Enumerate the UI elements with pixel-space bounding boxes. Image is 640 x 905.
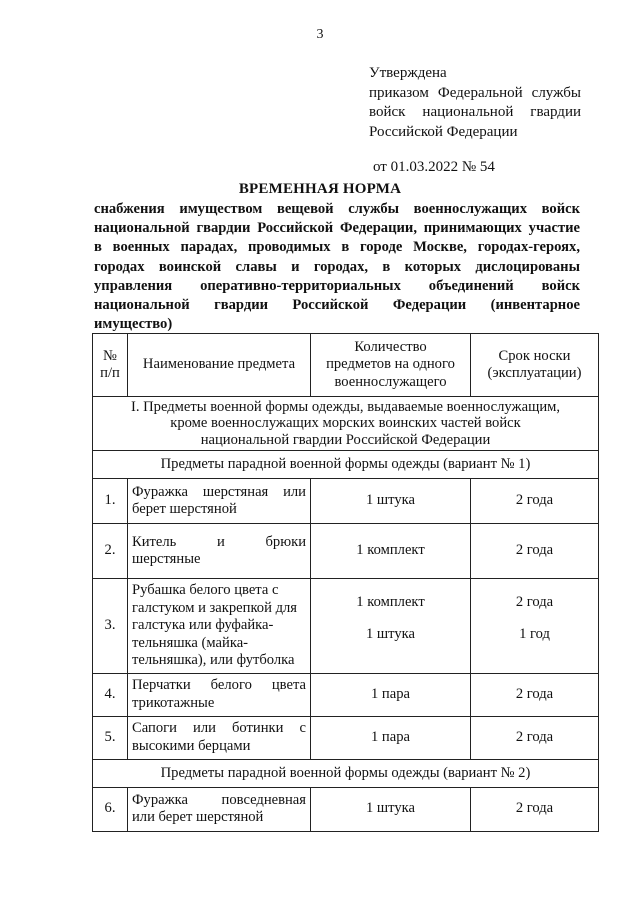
section-title-line: кроме военнослужащих морских воинских частей войск [170,415,521,432]
subheader-row [93,759,599,787]
subheader-variant-2: Предметы парадной военной формы одежды (вариант № 2) [93,759,599,787]
table-row [93,787,599,831]
approval-line-2: приказом Федеральной службы [369,84,581,101]
row-spacer [315,612,466,626]
row-number: 2. [93,524,128,579]
table-header-row [93,334,599,397]
row-term: 2 года [471,716,599,759]
subtitle-line: управления оперативно-территориальных объединений войск [94,277,580,294]
row-term: 2 года [471,479,599,524]
row-item-name [128,524,311,579]
header-quantity-line: Количество [354,338,427,355]
page-number: 3 [316,27,324,42]
header-num [93,334,128,397]
subheader-row [93,451,599,479]
approval-line-4: Российской Федерации [369,123,518,140]
row-item-name-line: Фуражка повседневная [132,791,306,808]
row-quantity-value: 1 комплект [356,594,425,611]
approval-date: от 01.03.2022 № 54 [373,159,495,175]
row-item-name-line: или берет шерстяной [132,809,264,825]
row-item-name-line: Перчатки белого цвета [132,677,306,693]
row-item-name-line: Фуражка шерстяная или [132,483,306,500]
approval-line-3: войск национальной гвардии [369,104,581,120]
row-quantity: 1 штука [311,787,471,831]
row-item-name-line: шерстяные [132,551,201,567]
row-number: 1. [93,479,128,524]
subtitle-line: национальной гвардии Российской Федерации, принимающих участие [94,220,580,237]
header-num-line: № [103,347,117,364]
subtitle-line: городах воинской славы и городах, в которых дислоцированы [94,258,580,275]
norm-table [92,333,599,832]
row-item-name-line: галстуком и закрепкой для [132,599,297,616]
section-title-line: национальной гвардии Российской Федерации [200,431,491,448]
row-item-name-line: высокими берцами [132,737,251,754]
row-spacer [315,643,466,657]
row-term: 2 года [471,524,599,579]
row-item-name [128,716,311,759]
row-item-name-line: галстука или фуфайка- [132,617,274,633]
document-title: ВРЕМЕННАЯ НОРМА [238,181,402,197]
header-term-line: (эксплуатации) [487,365,582,381]
header-quantity-line: военнослужащего [334,373,447,390]
row-quantity [311,579,471,674]
row-item-name-line: тельняшка (майка- [132,634,249,651]
row-item-name-line: Сапоги или ботинки с [132,720,306,736]
row-quantity: 1 пара [311,716,471,759]
row-term: 2 года [471,673,599,716]
document-subtitle [94,200,580,334]
row-item-name-line: берет шерстяной [132,501,237,517]
row-quantity: 1 штука [311,479,471,524]
row-spacer [475,643,594,657]
row-item-name [128,787,311,831]
header-term [471,334,599,397]
row-number: 6. [93,787,128,831]
row-term-value: 2 года [515,594,554,611]
table-row [93,673,599,716]
row-item-name [128,579,311,674]
subtitle-line: имущество) [94,316,173,333]
row-number: 4. [93,673,128,716]
section-title [93,397,599,451]
subheader-variant-1: Предметы парадной военной формы одежды (вариант № 1) [93,451,599,479]
section-title-line: I. Предметы военной формы одежды, выдаваемые военнослужащим, [130,398,561,415]
header-name: Наименование предмета [128,334,311,397]
subtitle-line: национальной гвардии Российской Федерации (инвентарное [94,297,580,314]
row-quantity-value: 1 штука [365,625,415,642]
row-term: 2 года [471,787,599,831]
row-quantity: 1 пара [311,673,471,716]
row-item-name [128,479,311,524]
row-item-name-line: Рубашка белого цвета с [132,582,279,598]
row-term [471,579,599,674]
row-number: 5. [93,716,128,759]
subtitle-line: снабжения имуществом вещевой службы военнослужащих войск [94,201,580,217]
header-num-line: п/п [100,365,120,381]
approval-line-1: Утверждена [369,65,447,81]
row-term-value: 1 год [519,625,550,642]
row-spacer [475,612,594,626]
row-quantity: 1 комплект [311,524,471,579]
row-item-name-line: трикотажные [132,694,215,711]
approval-stamp [369,64,581,178]
header-quantity-line: предметов на одного [326,356,455,373]
table-row [93,579,599,674]
table-row [93,716,599,759]
subtitle-line: в военных парадах, проводимых в городе Москве, городах-героях, [94,239,580,256]
header-quantity [311,334,471,397]
row-item-name-line: тельняшка), или футболка [132,652,295,668]
row-item-name-line: Китель и брюки [132,533,306,550]
row-item-name [128,673,311,716]
section-row [93,397,599,451]
table-row [93,524,599,579]
row-number: 3. [93,579,128,674]
header-term-line: Срок носки [498,347,571,364]
table-row [93,479,599,524]
